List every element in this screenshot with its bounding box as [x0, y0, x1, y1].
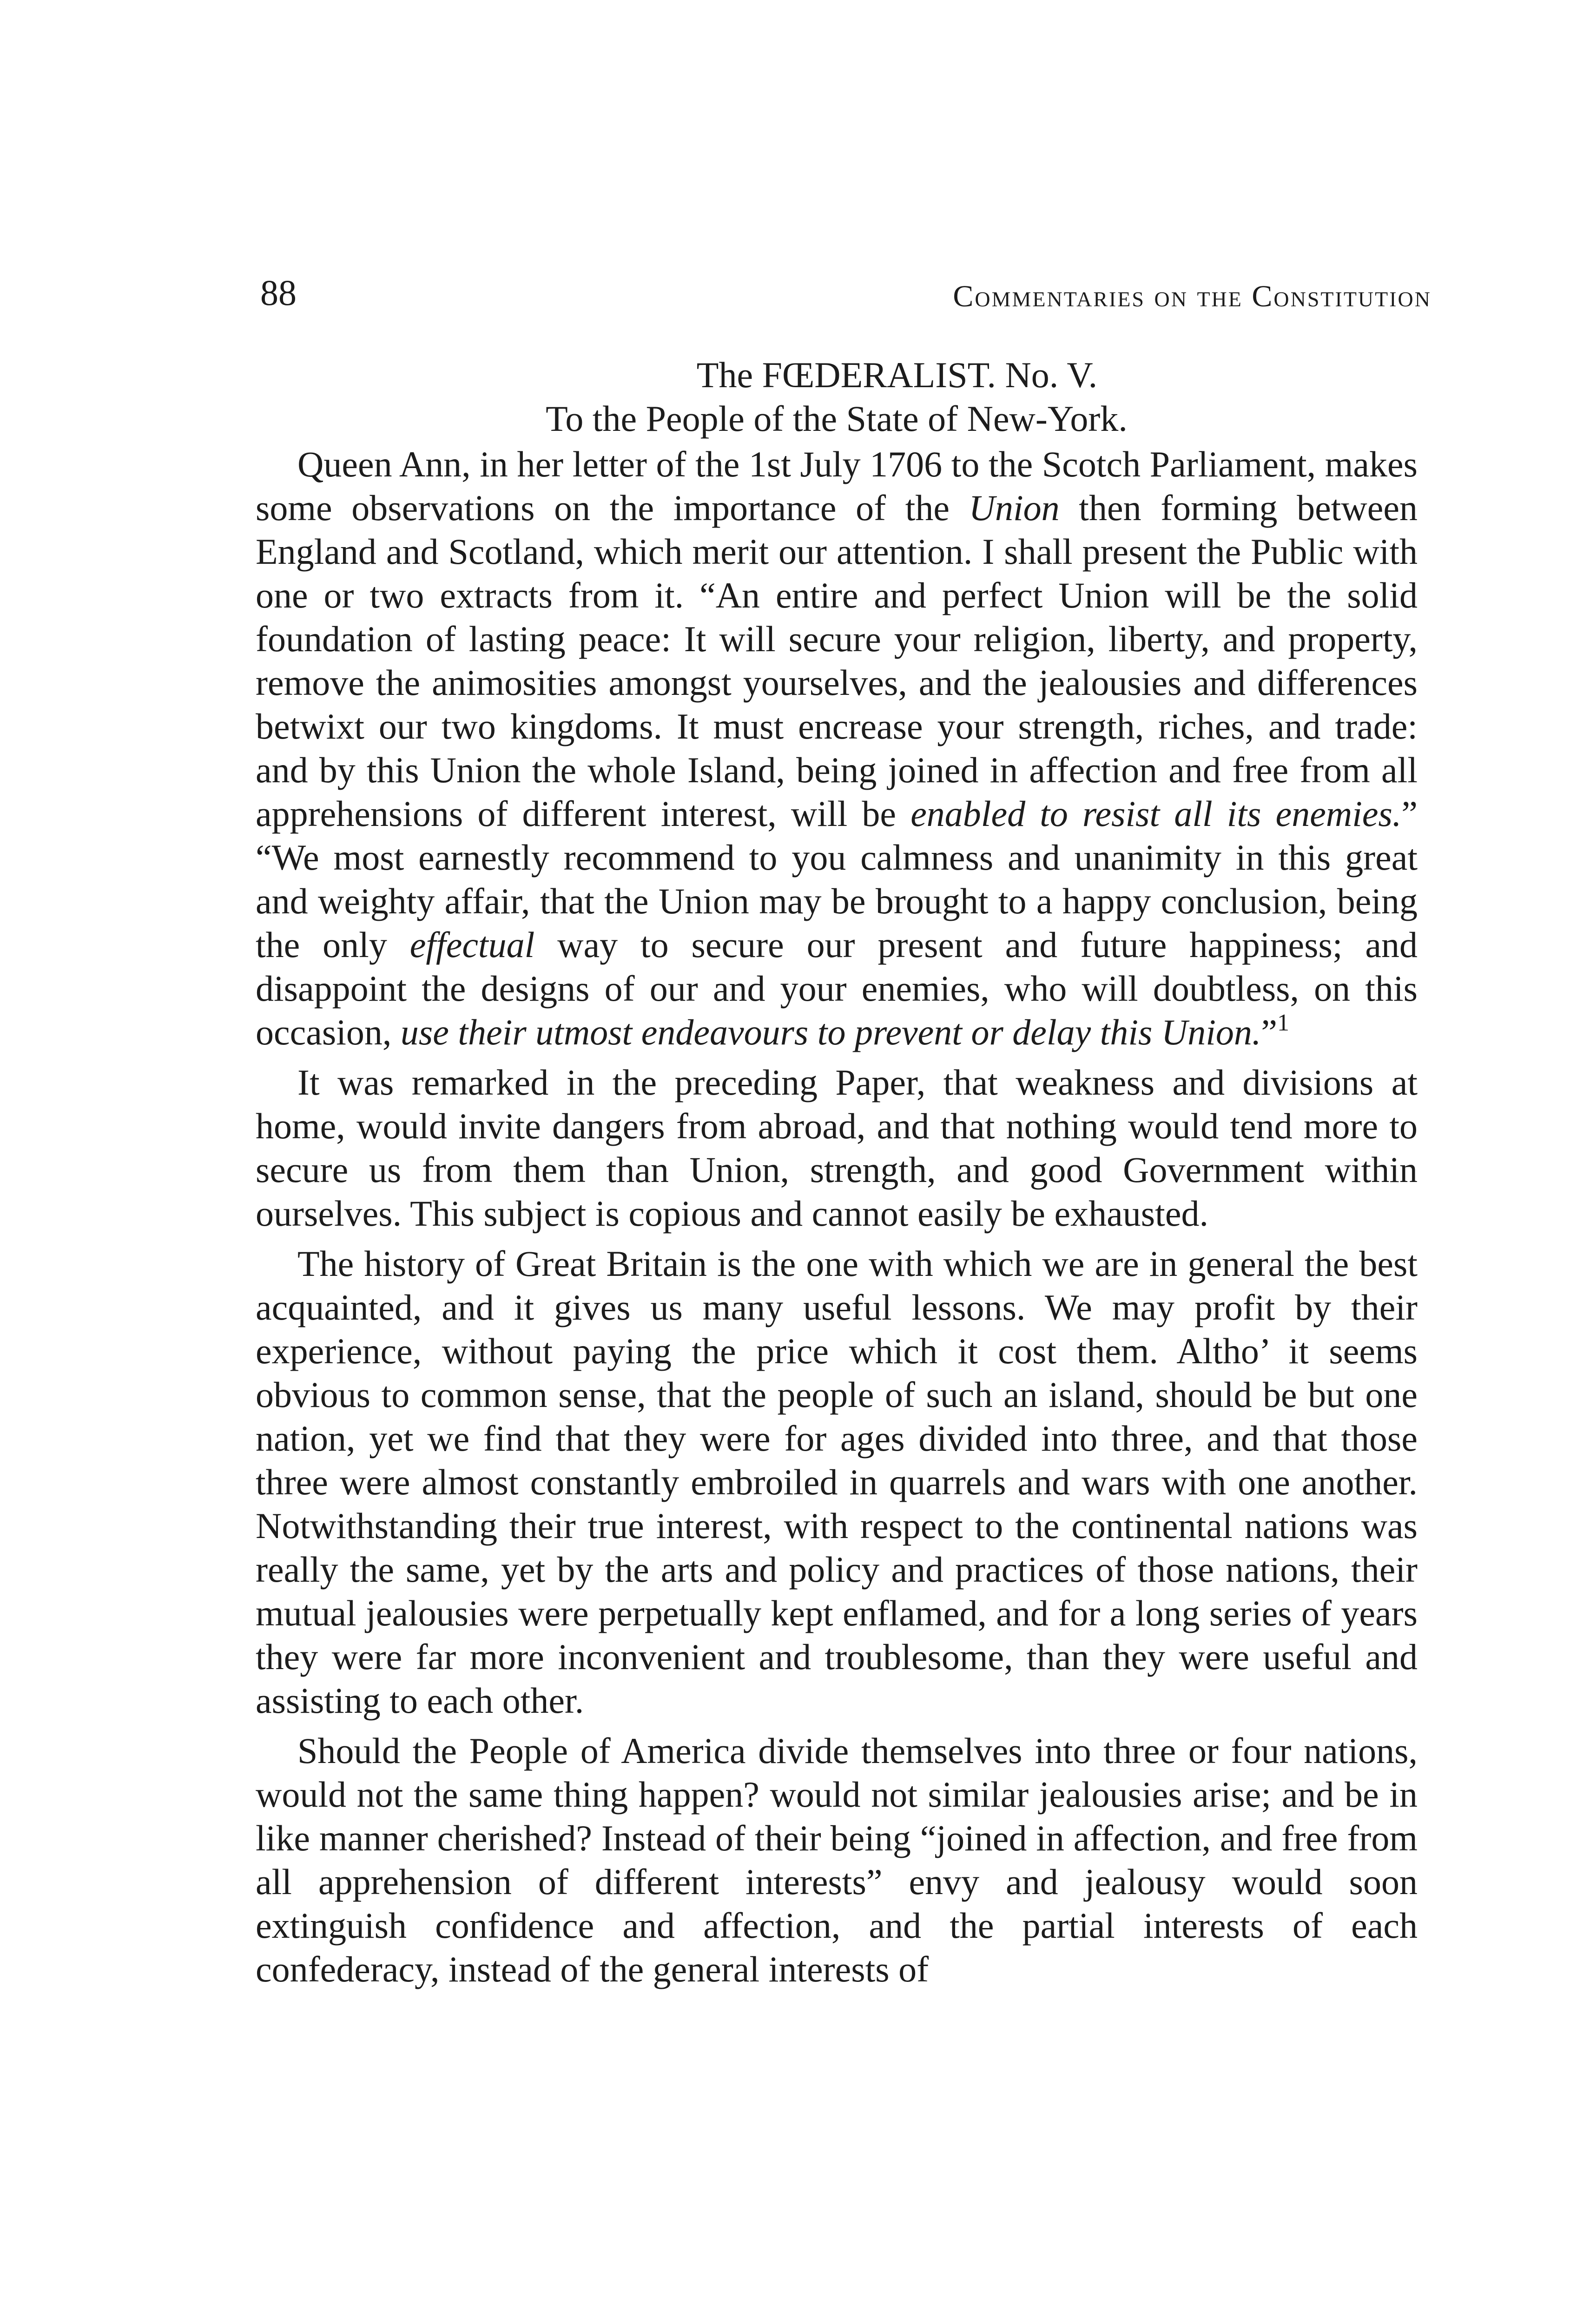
article-address: To the People of the State of New-York.: [546, 398, 1128, 439]
text-run: It was remarked in the preceding Paper, that weakness and divisions at home, would invite dangers from abroad, and that nothing would tend more to secure us from them than Union, strength, and good Government within ourselves. This subject is copious and cannot easily be exhausted.: [256, 1062, 1418, 1234]
italic-text: use their utmost endeavours to prevent or delay this Union.: [400, 1012, 1261, 1052]
text-run: way to secure our present and future happiness; and disappoint the designs of our and your enemies, who will doubtless, on this occasion,: [256, 924, 1418, 1052]
body-paragraph: [256, 1242, 1418, 1723]
body-paragraph: [256, 1061, 1418, 1235]
paragraph-list: [256, 442, 1418, 1991]
text-run: Queen Ann, in her letter of the 1st July 1706 to the Scotch Parliament, makes some observations on the importance of the: [256, 444, 1418, 528]
text-run: ” “We most earnestly recommend to you calmness and unanimity in this great and weighty affair, that the Union may be brought to a happy conclusion, being the only: [256, 793, 1418, 965]
body-paragraph: [256, 442, 1418, 1054]
italic-text: effectual: [409, 924, 535, 965]
running-head: [260, 270, 1431, 321]
italic-text: Union: [969, 488, 1060, 528]
text-run: then forming between England and Scotland, which merit our attention. I shall present the Public with one or two extracts from it. “An entire and perfect Union will be the solid foundation of lasting peace: It will secure your religion, liberty, and property, remove the animosities amongst yourselves, and the jealousies and differences betwixt our two kingdoms. It must encrease your strength, riches, and trade: and by this Union the whole Island, being joined in affection and free from all apprehensions of different interest, will be: [256, 488, 1418, 834]
page-number: 88: [260, 272, 297, 313]
italic-text: enabled to resist all its enemies.: [910, 793, 1402, 834]
text-run: Should the People of America divide themselves into three or four nations, would not the same thing happen? would not similar jealousies arise; and be in like manner cherished? Instead of their being “joined in affection, and free from all apprehension of different interests” envy and jealousy would soon extinguish confidence and affection, and the partial interests of each confederacy, instead of the general interests of: [256, 1730, 1418, 1989]
article-heading: [256, 353, 1418, 441]
text-run: The history of Great Britain is the one with which we are in general the best acquainted, and it gives us many useful lessons. We may profit by their experience, without paying the price which it cost them. Altho’ it seems obvious to common sense, that the people of such an island, should be but one nation, yet we find that they were for ages divided into three, and that those three were almost constantly embroiled in quarrels and wars with one another. Notwithstanding their true interest, with respect to the continental nations was really the same, yet by the arts and policy and practices of those nations, their mutual jealousies were perpetually kept enflamed, and for a long series of years they were far more inconvenient and troublesome, than they were useful and assisting to each other.: [256, 1243, 1418, 1721]
article-body: [256, 353, 1418, 1991]
body-paragraph: [256, 1729, 1418, 1991]
article-title: The FŒDERALIST. No. V.: [696, 355, 1098, 395]
text-run: ”: [1261, 1012, 1278, 1052]
footnote-marker: 1: [1277, 1010, 1290, 1036]
running-title: Commentaries on the Constitution: [953, 279, 1431, 313]
